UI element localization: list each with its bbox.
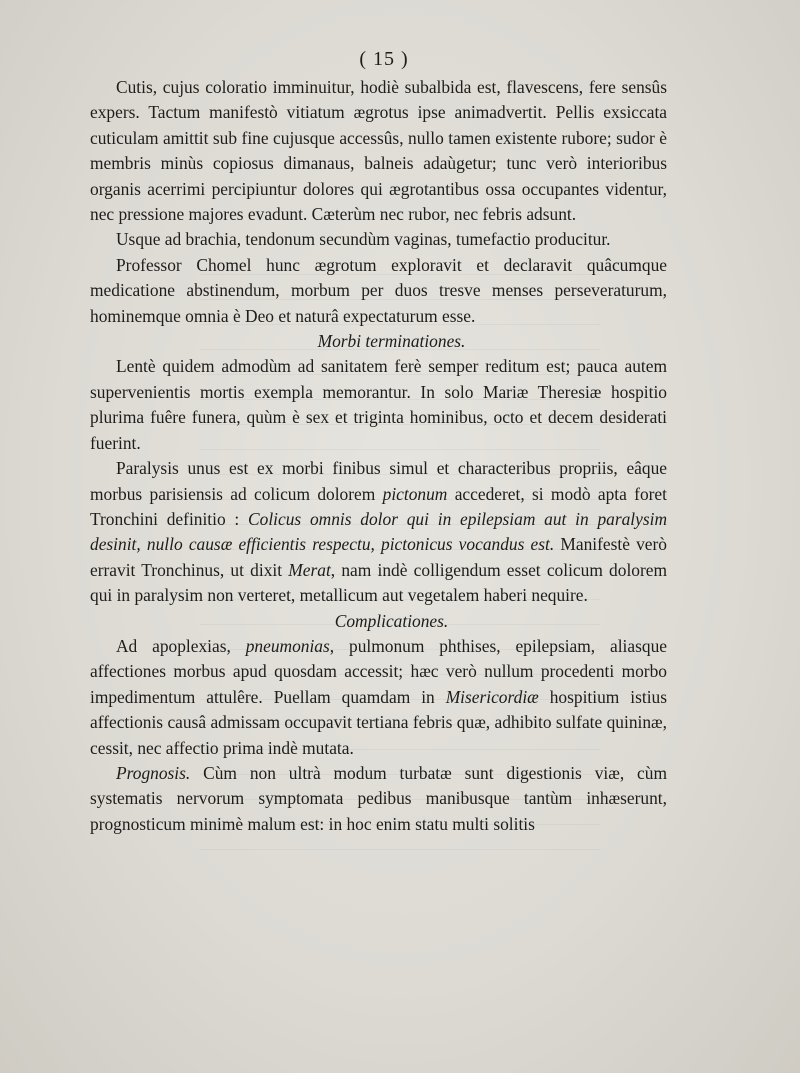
apoplexias-text-2: , pulmonum phthises, epilepsiam, aliasque affectiones morbus apud quosdam accessit; hæc verò nullum procedenti morbo impedimentum attulêre. Puellam quamdam in [90,635,667,707]
apoplexias-text-1: Ad apoplexias, [116,635,246,656]
apoplexias-text-misericordiae: Misericordiæ [445,686,539,707]
paragraph-paralysis [90,456,667,608]
paragraph-chomel: Professor Chomel hunc ægrotum exploravit et declaravit quâcumque medicatione abstinendum, morbum per duos tresve menses perseveraturum, hominemque omnia è Deo et naturâ expectaturum esse. [90,254,667,326]
prognosis-label: Prognosis. [116,762,191,783]
page-body [90,75,667,837]
paralysis-text-1: Paralysis unus est ex morbi finibus simul et characteribus propriis, eâque morbus parisiensis ad colicum dolorem [90,458,667,504]
paragraph-cutis: Cutis, cujus coloratio imminuitur, hodiè subalbida est, flavescens, fere sensûs expers. Tactum manifestò vitiatum ægrotus ipse animadvertit. Pellis exsiccata cuticulam amittit sub fine cujusque accessûs, nullo tamen existente rubore; sudor è membris minùs copiosus dimanaus, balneis adaùgetur; tunc verò interioribus organis acerrimi percipiuntur dolores qui ægrotantibus ossa occupantes videntur, nec pressione majores evadunt. Cæterùm nec rubor, nec febris adsunt. [90,77,667,225]
paralysis-text-2: accederet, si modò apta foret Tronchini definitio : [90,483,667,529]
apoplexias-text-pneumonias: pneumonias [245,635,330,656]
paragraph-prognosis [90,761,667,837]
paragraph-tumefactio: Usque ad brachia, tendonum secundùm vaginas, tumefactio producitur. [116,229,611,250]
paragraph-apoplexias [90,634,667,761]
paragraph-lente: Lentè quidem admodùm ad sanitatem ferè semper reditum est; pauca autem supervenientis mortis exempla memorantur. In solo Mariæ Theresiæ hospitio plurima fuêre funera, quùm è sex et triginta hominibus, octo et decem desiderati fuerint. [90,356,667,453]
page-number: ( 15 ) [359,48,409,70]
paralysis-text-4: , nam indè colligendum esset colicum dolorem qui in paralysim non verteret, metallicum aut vegetalem haberi nequire. [90,559,668,606]
prognosis-text: Cùm non ultrà modum turbatæ sunt digestionis viæ, cùm systematis nervorum symptomata pedibus manibusque tantùm inhæserunt, prognosticum minimè malum est: in hoc enim statu multi solitis [90,762,667,834]
tronchin-definition-quote: Colicus omnis dolor qui in epilepsiam aut in paralysim desinit, nullo causæ efficientis respectu, pictonicus vocandus est. [90,508,668,555]
paralysis-text-pictonum: pictonum [382,483,448,504]
paralysis-text-3: Manifestè verò erravit Tronchinus, ut dixit [90,534,668,580]
paralysis-text-merat: Merat [288,559,331,580]
section-heading-complicationes: Complicationes. [334,610,449,631]
apoplexias-text-3: hospitium istius affectionis causâ admissam occupavit tertiana febris quæ, adhibito sulfate quininæ, cessit, nec affectio prima indè mutata. [90,686,667,758]
section-heading-terminationes: Morbi terminationes. [317,331,466,352]
